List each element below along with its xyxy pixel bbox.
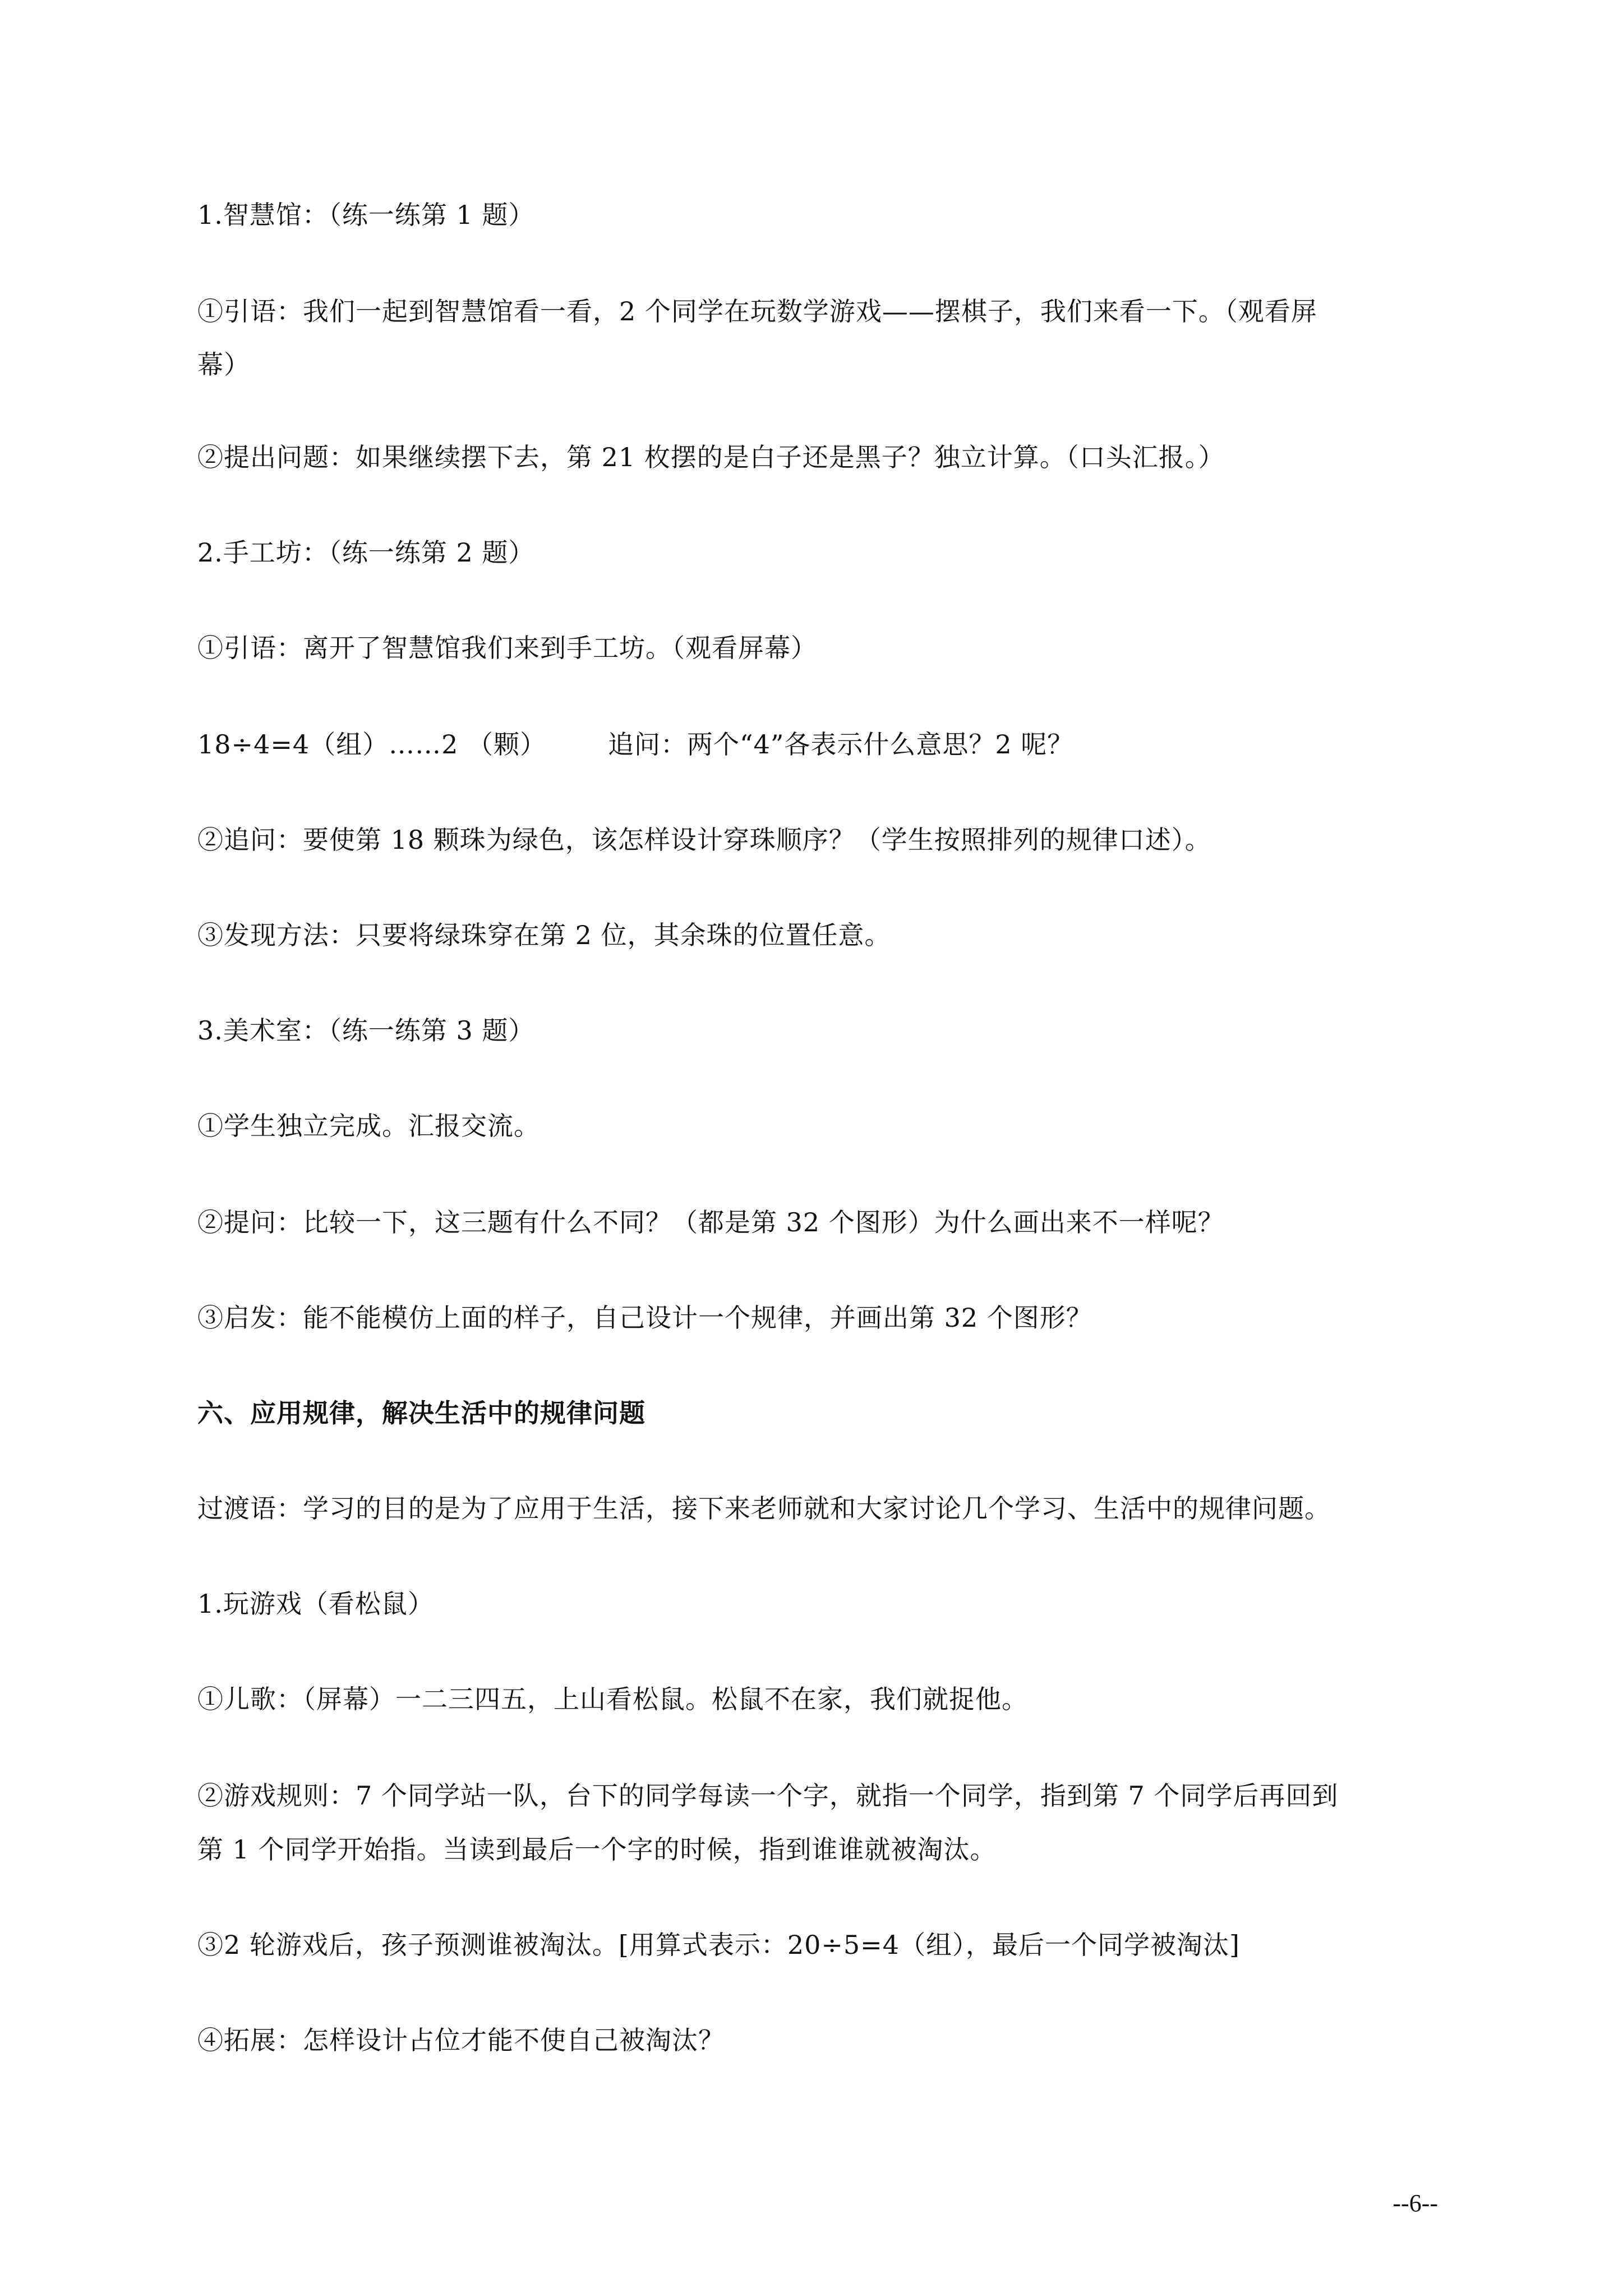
paragraph-line: ②游戏规则：7 个同学站一队，台下的同学每读一个字，就指一个同学，指到第 7 个同学后再回到 [197, 1780, 1339, 1811]
section-heading-wisdom-hall: 1.智慧馆：（练一练第 1 题） [197, 200, 535, 230]
paragraph-line: ②追问：要使第 18 颗珠为绿色，该怎样设计穿珠顺序？（学生按照排列的规律口述）。 [197, 825, 1211, 855]
paragraph-line: ③2 轮游戏后，孩子预测谁被淘汰。[用算式表示：20÷5=4（组），最后一个同学被淘汰] [197, 1930, 1240, 1960]
page-number: --6-- [1393, 2189, 1438, 2217]
section-title-apply-patterns: 六、应用规律，解决生活中的规律问题 [197, 1398, 645, 1428]
paragraph-line: ③启发：能不能模仿上面的样子，自己设计一个规律，并画出第 32 个图形？ [197, 1303, 1092, 1333]
follow-up-question: 追问：两个“4”各表示什么意思？2 呢？ [608, 729, 1074, 760]
paragraph-line: 第 1 个同学开始指。当读到最后一个字的时候，指到谁谁就被淘汰。 [197, 1834, 997, 1865]
formula-line [197, 728, 1073, 761]
paragraph-line: ②提出问题：如果继续摆下去，第 21 枚摆的是白子还是黑子？独立计算。（口头汇报。） [197, 442, 1225, 472]
paragraph-line: ①学生独立完成。汇报交流。 [197, 1111, 540, 1141]
division-formula: 18÷4=4（组）……2 （颗） [197, 729, 547, 760]
paragraph-line: ①儿歌：（屏幕）一二三四五，上山看松鼠。松鼠不在家，我们就捉他。 [197, 1684, 1028, 1714]
paragraph-line: 幕） [197, 349, 250, 380]
paragraph-line: ②提问：比较一下，这三题有什么不同？（都是第 32 个图形）为什么画出来不一样呢？ [197, 1207, 1224, 1237]
section-heading-art-room: 3.美术室：（练一练第 3 题） [197, 1015, 535, 1046]
section-heading-play-game: 1.玩游戏（看松鼠） [197, 1589, 434, 1619]
paragraph-line: ④拓展：怎样设计占位才能不使自己被淘汰？ [197, 2025, 725, 2055]
paragraph-line: ③发现方法：只要将绿珠穿在第 2 位，其余珠的位置任意。 [197, 920, 891, 950]
paragraph-line: 过渡语：学习的目的是为了应用于生活，接下来老师就和大家讨论几个学习、生活中的规律问题。 [197, 1493, 1331, 1524]
paragraph-line: ①引语：离开了智慧馆我们来到手工坊。（观看屏幕） [197, 633, 817, 663]
section-heading-handicraft: 2.手工坊：（练一练第 2 题） [197, 537, 535, 568]
paragraph-line: ①引语：我们一起到智慧馆看一看，2 个同学在玩数学游戏——摆棋子，我们来看一下。（观看屏 [197, 296, 1317, 326]
